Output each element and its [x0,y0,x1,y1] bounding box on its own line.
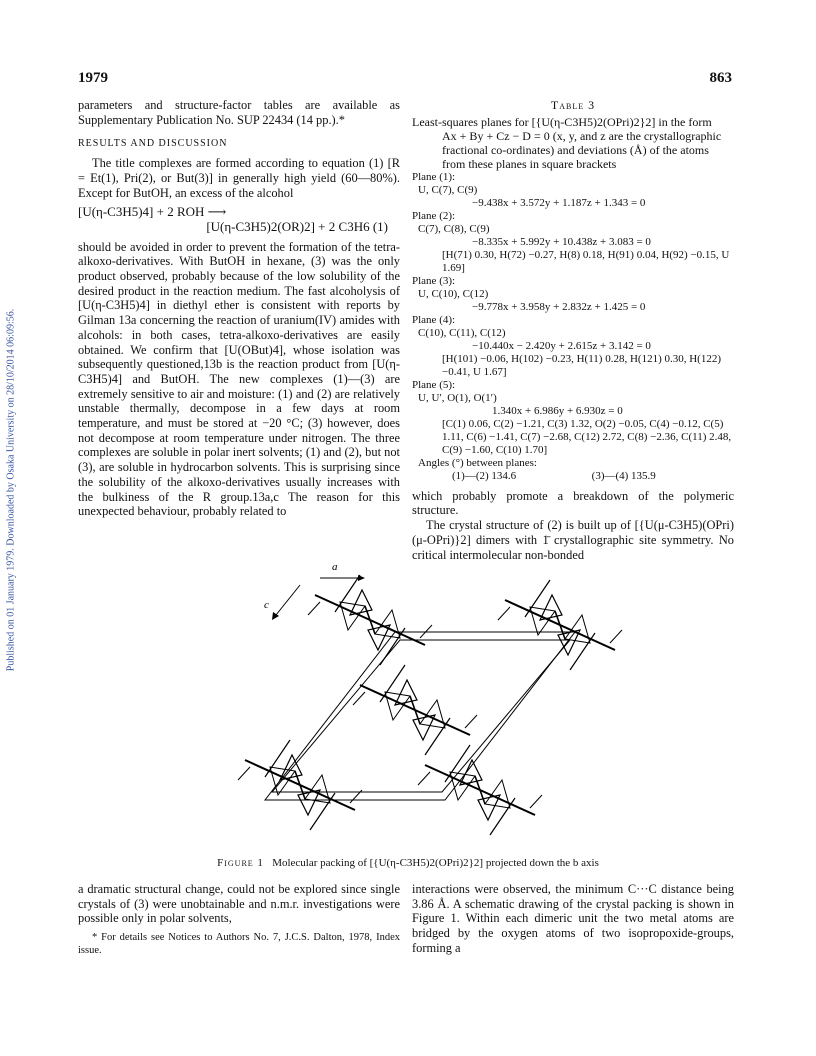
footnote: * For details see Notices to Authors No. 7, J.C.S. Dalton, 1978, Index issue. [78,932,400,956]
dimer-molecules [238,575,622,835]
plane-3-label: Plane (3): [412,274,456,287]
figure-caption-label: Figure 1 [217,857,264,869]
results-paragraph-1: The title complexes are formed according to equation (1) [R = Et(1), Pri(2), or But(3)] in generally high yield (60—80%). Except for ButOH, an excess of the alcohol [78,156,400,200]
crystal-packing-drawing [180,560,680,855]
plane-5-label: Plane (5): [412,378,456,391]
figure-caption-text: Molecular packing of [{U(η-C3H5)2(OPri)2}2] projected down the b axis [272,857,599,869]
figure-caption [0,857,816,869]
plane-1-label: Plane (1): [412,170,456,183]
equation-line-2: [U(η-C3H5)2(OR)2] + 2 C3H6 (1) [206,218,388,234]
angle-2: (3)—(4) 135.9 [591,469,656,482]
publication-sidebar-note: Published on 01 January 1979. Downloaded by Osaka University on 28/10/2014 06:09:56. [5,308,17,672]
plane-1-atoms: U, C(7), C(9) [418,183,478,196]
table-caption-line-1: Least-squares planes for [{U(η-C3H5)2(OPri)2}2] in the form [412,114,712,129]
plane-2-deviations: [H(71) 0.30, H(72) −0.27, H(8) 0.18, H(91) 0.04, H(92) −0.15, U 1.69] [442,248,730,274]
axis-label-c: c [264,599,269,611]
equation-1 [78,205,400,234]
table-title: Table 3 [550,98,596,112]
plane-3-equation: −9.778x + 3.958y + 2.832z + 1.425 = 0 [472,300,646,313]
plane-4-atoms: C(10), C(11), C(12) [418,326,506,339]
section-heading: RESULTS AND DISCUSSION [78,138,228,150]
angle-1: (1)—(2) 134.6 [452,469,517,482]
angles-label: Angles (°) between planes: [418,456,537,469]
plane-2-atoms: C(7), C(8), C(9) [418,222,490,235]
c-axis-arrow [264,585,300,620]
plane-5-equation: 1.340x + 6.986y + 6.930z = 0 [492,404,623,417]
bottom-left-text: a dramatic structural change, could not be explored since single crystals of (3) were unobtainable and n.m.r. investigations were possible only in polar solvents, [78,882,400,926]
right-column [412,98,734,562]
year-header: 1979 [78,70,108,86]
plane-1-equation: −9.438x + 3.572y + 1.187z + 1.343 = 0 [472,196,646,209]
plane-5-atoms: U, U′, O(1), O(1′) [418,391,497,404]
angles-values [412,470,734,483]
bottom-right-column [412,882,734,956]
bottom-left-column [78,882,400,957]
left-column [78,98,400,519]
plane-2-equation: −8.335x + 5.992y + 10.438z + 3.083 = 0 [472,235,651,248]
right-paragraph-2: The crystal structure of (2) is built up of [{U(μ-C3H5)(OPri)(μ-OPri)}2] dimers with 1̄ crystallographic site symmetry. No critical intermolecular non-bonded [412,518,734,562]
unit-cell-outline [265,632,575,800]
plane-4-deviations: [H(101) −0.06, H(102) −0.23, H(11) 0.28, H(121) 0.30, H(122) −0.41, U 1.67] [442,352,722,378]
bottom-right-text: interactions were observed, the minimum C···C distance being 3.86 Å. A schematic drawing of the crystal packing is shown in Figure 1. Within each dimeric unit the two metal atoms are bridged by the oxygen atoms of two isopropoxide-groups, forming a [412,882,734,955]
table-caption-rest: Ax + By + Cz − D = 0 (x, y, and z are the crystallographic fractional co-ordinates) and deviations (Å) of the atoms from these planes in square brackets [442,128,722,171]
plane-5-deviations: [C(1) 0.06, C(2) −1.21, C(3) 1.32, O(2) −0.05, C(4) −0.12, C(5) 1.11, C(6) −1.41, C(7) −2.68, C(12) 2.72, C(8) −2.36, C(11) 2.48, C(9) −1.60, C(10) 1.70] [442,417,732,456]
page-number: 863 [709,70,732,86]
plane-4-equation: −10.440x − 2.420y + 2.615z + 3.142 = 0 [472,339,651,352]
intro-paragraph: parameters and structure-factor tables are available as Supplementary Publication No. SUP 22434 (14 pp.).* [78,98,400,127]
table-caption [412,115,734,171]
plane-2-label: Plane (2): [412,209,456,222]
plane-3-atoms: U, C(10), C(12) [418,287,489,300]
axis-label-a: a [332,561,338,573]
results-paragraph-2: should be avoided in order to prevent the formation of the tetra-alkoxo-derivatives. With ButOH in hexane, (3) was the only product observed, probably because of the low solubility of the desired product in the reaction medium. The fast alcoholysis of [U(η-C3H5)4] in diethyl ether is consistent with reports by Gilman 13a concerning the reaction of uranium(IV) amides with alcohols: in both cases, tetra-alkoxo-derivatives are easily obtained. We confirm that [U(OBut)4], whose isolation was subsequently questioned,13b is the reaction product from [U(η-C3H5)4] and ButOH. The new complexes (1)—(3) are extremely sensitive to air and moisture: (1) and (2) are relatively unstable thermally, decompose in a few days at room temperature, and must be stored at −20 °C; (3) however, does not decompose at room temperature under nitrogen. The three complexes are soluble in polar inert solvents; (1) and (2), but not (3), are soluble in hydrocarbon solvents. This is surprising since the solubility of the alkoxo-derivatives usually increases with the bulkiness of the R group.13a,c The reason for this unexpected behaviour, probably related to [78,239,400,519]
plane-4-label: Plane (4): [412,313,456,326]
right-paragraph-1: which probably promote a breakdown of the polymeric structure. [412,488,734,518]
equation-line-1: [U(η-C3H5)4] + 2 ROH ⟶ [78,204,227,220]
figure-1 [180,560,680,855]
